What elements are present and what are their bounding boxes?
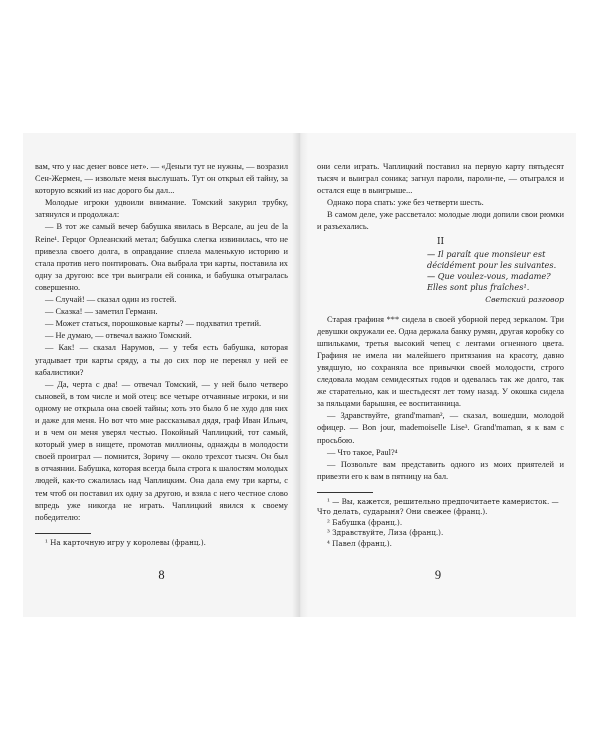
footnote-divider: [35, 533, 91, 534]
epigraph-source: Светский разговор: [485, 295, 564, 305]
right-page: [300, 133, 576, 617]
footnote-divider: [317, 492, 373, 493]
paragraph: вам, что у нас денег вовсе нет». — «Деньги тут не нужны, — возразил Сен-Жермен, — извольте меня выслушать. Тут он открыл ей тайну, за которую всякий из нас дорого бы дал...: [35, 162, 288, 196]
paragraph: В самом деле, уже рассветало: молодые люди допили свои рюмки и разъехались.: [317, 210, 564, 232]
right-body-text: [317, 161, 564, 234]
paragraph: они сели играть. Чаплицкий поставил на первую карту пятьдесят тысяч и выиграл соника; загнул пароли, пароли-пе, — отыгрался и остался еще в выигрыше...: [317, 162, 564, 196]
right-body-text-2: [317, 314, 564, 483]
left-footnotes: [35, 538, 288, 549]
paragraph: — Здравствуйте, grand'maman², — сказал, вошедши, молодой офицер. — Bon jour, mademoiselle Lise³. Grand'maman, я к вам с просьбою.: [317, 411, 564, 445]
paragraph: — Случай! — сказал один из гостей.: [45, 295, 177, 305]
paragraph: — Не думаю, — отвечал важно Томский.: [45, 331, 192, 341]
right-footnotes: [317, 497, 564, 550]
footnote: ⁴ Павел (франц.).: [327, 538, 392, 548]
paragraph: Однако пора спать: уже без четверти шесть.: [327, 198, 484, 208]
footnote: ³ Здравствуйте, Лиза (франц.).: [327, 528, 444, 538]
paragraph: — Да, черта с два! — отвечал Томский, — у ней было четверо сыновей, в том числе и мой отец: все четыре отчаянные игроки, и ни одному не открыла она своей тайны; хоть это было б не худо для них и даже для меня. Но вот что мне рассказывал дядя, граф Иван Ильич, и в чем он меня уверял честью. Покойный Чаплицкий, тот самый, который умер в нищете, промотав миллионы, однажды в молодости своей проиграл — помнится, Зоричу — около трехсот тысяч. Он был в отчаянии. Бабушка, которая всегда была строга к шалостям молодых людей, как-то сжалилась над Чаплицким. Она дала ему три карты, с тем чтоб он поставил их одну за другою, и взяла с него честное слово впредь уже никогда не играть. Чаплицкий явился к своему победителю:: [35, 379, 288, 522]
epigraph-line: — Que voulez-vous, madame? Elles sont plus fraîches¹.: [427, 270, 551, 293]
paragraph: — Может статься, порошковые карты? — подхватил третий.: [45, 319, 262, 329]
epigraph: [427, 249, 564, 306]
paragraph: — Что такое, Paul?⁴: [327, 447, 398, 457]
paragraph: — Позвольте вам представить одного из моих приятелей и привезти его к вам в пятницу на бал.: [317, 459, 564, 481]
footnote: ² Бабушка (франц.).: [327, 517, 403, 527]
paragraph: — Сказка! — заметил Германн.: [45, 307, 158, 317]
page-number: 8: [158, 568, 165, 582]
paragraph: Молодые игроки удвоили внимание. Томский закурил трубку, затянулся и продолжал:: [35, 198, 288, 220]
page-number: 9: [434, 568, 442, 582]
footnote: ¹ На карточную игру у королевы (франц.).: [45, 537, 206, 547]
paragraph: Старая графиня *** сидела в своей уборной перед зеркалом. Три девушки окружали ее. Одна держала банку румян, другая коробку со шпильками, третья высокий чепец с лентами огненного цвета. Графиня не имела ни малейшего притязания на красоту, давно увядшую, но сохраняла все привычки своей молодости, строго следовала модам семидесятых годов и одевалась так же долго, так же старательно, как и шестьдесят лет тому назад. У окошка сидела за пяльцами барышня, ее воспитанница.: [317, 314, 564, 409]
epigraph-line: — Il paraît que monsieur est décidément pour les suivantes.: [427, 248, 557, 270]
left-page: [23, 133, 300, 617]
chapter-heading: II: [436, 236, 445, 247]
book-gutter-shadow: [292, 133, 308, 617]
footnote: ¹ — Вы, кажется, решительно предпочитаете камеристок. — Что делать, сударыня? Они свежее (франц.).: [317, 496, 559, 517]
paragraph: — Как! — сказал Нарумов, — у тебя есть бабушка, которая угадывает три карты сряду, а ты до сих пор не перенял у ней ее кабалистики?: [35, 343, 288, 377]
paragraph: — В тот же самый вечер бабушка явилась в Версале, au jeu de la Reine¹. Герцог Орлеанский метал; бабушка слегка извинилась, что не привезла своего долга, в оправдание сплела маленькую историю и стала против него понтировать. Она выбрала три карты, поставила их одну за другою: все три выиграли ей соника, и бабушка отыгралась совершенно.: [35, 222, 288, 292]
left-body-text: [35, 161, 288, 524]
